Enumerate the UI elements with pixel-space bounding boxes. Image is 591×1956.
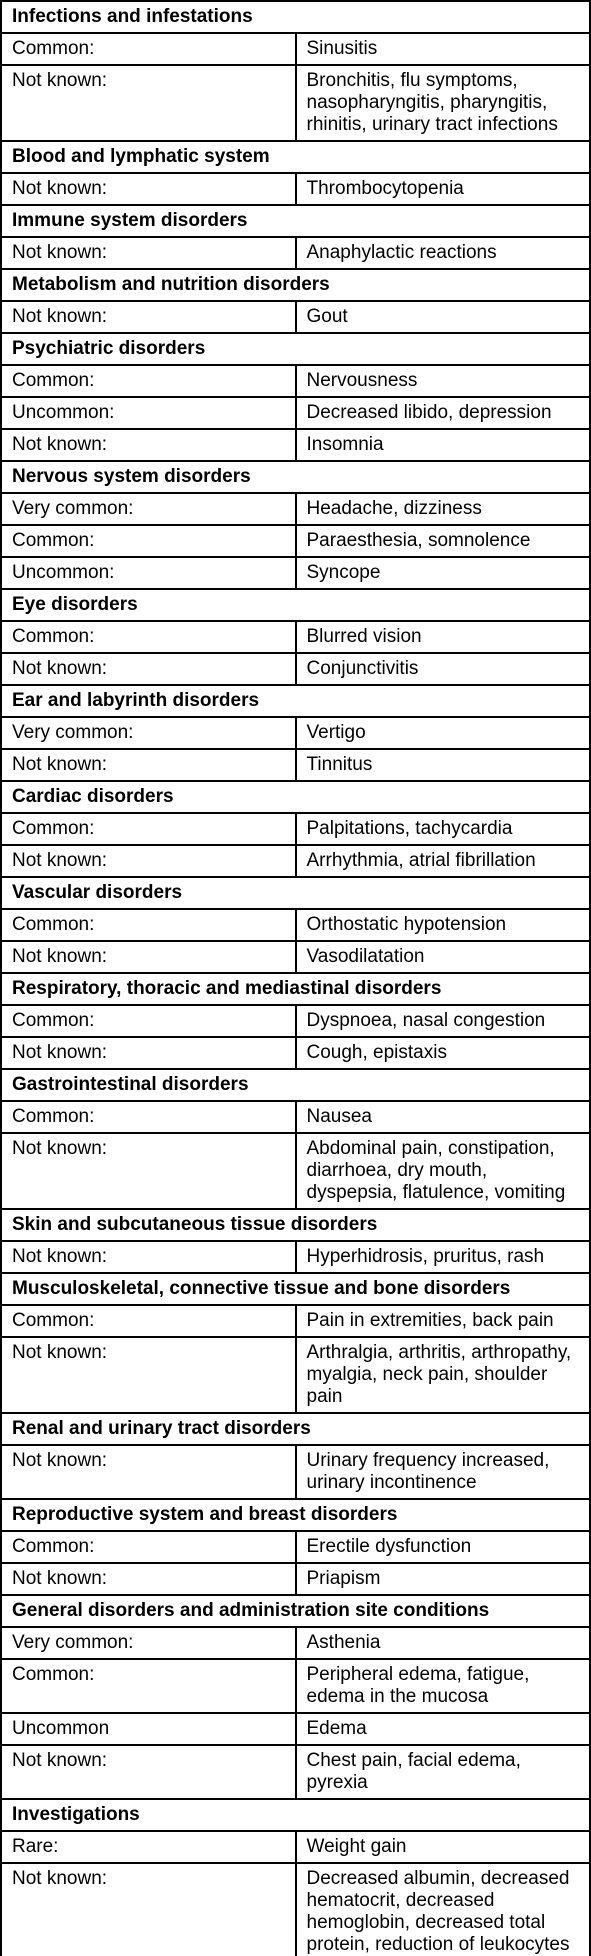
section-title: Musculoskeletal, connective tissue and bone disorders [1,1273,590,1305]
section-header-row [1,685,590,717]
effects-cell: Abdominal pain, constipation, diarrhoea, dry mouth, dyspepsia, flatulence, vomiting [296,1133,591,1209]
frequency-cell: Common: [1,621,296,653]
frequency-cell: Not known: [1,1337,296,1413]
section-title: Eye disorders [1,589,590,621]
table-row [1,1745,590,1799]
section-title: Nervous system disorders [1,461,590,493]
table-row [1,557,590,589]
section-title: Ear and labyrinth disorders [1,685,590,717]
section-header-row [1,205,590,237]
section-title: Reproductive system and breast disorders [1,1499,590,1531]
frequency-cell: Common: [1,909,296,941]
table-row [1,941,590,973]
frequency-cell: Common: [1,1531,296,1563]
frequency-cell: Common: [1,525,296,557]
effects-cell: Syncope [296,557,591,589]
table-row [1,1101,590,1133]
frequency-cell: Common: [1,1659,296,1713]
frequency-cell: Very common: [1,1627,296,1659]
section-title: Blood and lymphatic system [1,141,590,173]
frequency-cell: Not known: [1,1133,296,1209]
table-row [1,65,590,141]
section-title: General disorders and administration site conditions [1,1595,590,1627]
table-row [1,1863,590,1956]
section-header-row [1,1069,590,1101]
table-row [1,1831,590,1863]
table-row [1,365,590,397]
frequency-cell: Not known: [1,1037,296,1069]
table-row [1,1445,590,1499]
table-row [1,173,590,205]
section-title: Vascular disorders [1,877,590,909]
frequency-cell: Common: [1,1005,296,1037]
section-header-row [1,589,590,621]
frequency-cell: Not known: [1,941,296,973]
frequency-cell: Not known: [1,65,296,141]
section-header-row [1,1273,590,1305]
table-row [1,1005,590,1037]
table-row [1,621,590,653]
section-title: Psychiatric disorders [1,333,590,365]
frequency-cell: Not known: [1,653,296,685]
effects-cell: Nervousness [296,365,591,397]
section-header-row [1,141,590,173]
frequency-cell: Not known: [1,749,296,781]
table-row [1,1133,590,1209]
frequency-cell: Not known: [1,1445,296,1499]
effects-cell: Orthostatic hypotension [296,909,591,941]
effects-cell: Conjunctivitis [296,653,591,685]
frequency-cell: Common: [1,813,296,845]
effects-cell: Paraesthesia, somnolence [296,525,591,557]
frequency-cell: Uncommon: [1,397,296,429]
section-header-row [1,1595,590,1627]
frequency-cell: Not known: [1,301,296,333]
table-row [1,237,590,269]
frequency-cell: Common: [1,365,296,397]
table-row [1,1037,590,1069]
table-row [1,653,590,685]
effects-cell: Arthralgia, arthritis, arthropathy, myalgia, neck pain, shoulder pain [296,1337,591,1413]
section-title: Respiratory, thoracic and mediastinal disorders [1,973,590,1005]
table-row [1,813,590,845]
frequency-cell: Very common: [1,717,296,749]
frequency-cell: Common: [1,33,296,65]
frequency-cell: Not known: [1,1863,296,1956]
table-row [1,33,590,65]
table-row [1,845,590,877]
section-header-row [1,461,590,493]
effects-cell: Nausea [296,1101,591,1133]
effects-cell: Gout [296,301,591,333]
effects-cell: Decreased albumin, decreased hematocrit, decreased hemoglobin, decreased total protein, reduction of leukocytes [296,1863,591,1956]
effects-cell: Thrombocytopenia [296,173,591,205]
frequency-cell: Not known: [1,173,296,205]
effects-cell: Arrhythmia, atrial fibrillation [296,845,591,877]
section-header-row [1,333,590,365]
table-row [1,1531,590,1563]
effects-cell: Urinary frequency increased, urinary incontinence [296,1445,591,1499]
effects-cell: Hyperhidrosis, pruritus, rash [296,1241,591,1273]
section-title: Investigations [1,1799,590,1831]
frequency-cell: Not known: [1,1745,296,1799]
table-row [1,493,590,525]
section-header-row [1,781,590,813]
section-header-row [1,1,590,33]
section-header-row [1,973,590,1005]
frequency-cell: Not known: [1,1563,296,1595]
effects-cell: Vertigo [296,717,591,749]
section-header-row [1,1209,590,1241]
effects-cell: Cough, epistaxis [296,1037,591,1069]
frequency-cell: Not known: [1,845,296,877]
section-title: Skin and subcutaneous tissue disorders [1,1209,590,1241]
effects-cell: Asthenia [296,1627,591,1659]
frequency-cell: Rare: [1,1831,296,1863]
effects-cell: Decreased libido, depression [296,397,591,429]
section-header-row [1,877,590,909]
effects-cell: Peripheral edema, fatigue, edema in the mucosa [296,1659,591,1713]
table-row [1,1337,590,1413]
section-header-row [1,1413,590,1445]
table-row [1,1305,590,1337]
effects-cell: Pain in extremities, back pain [296,1305,591,1337]
frequency-cell: Not known: [1,1241,296,1273]
section-title: Gastrointestinal disorders [1,1069,590,1101]
frequency-cell: Uncommon [1,1713,296,1745]
table-row [1,717,590,749]
effects-cell: Sinusitis [296,33,591,65]
effects-cell: Bronchitis, flu symptoms, nasopharyngitis, pharyngitis, rhinitis, urinary tract infections [296,65,591,141]
frequency-cell: Not known: [1,237,296,269]
section-title: Immune system disorders [1,205,590,237]
effects-cell: Erectile dysfunction [296,1531,591,1563]
section-title: Metabolism and nutrition disorders [1,269,590,301]
section-title: Infections and infestations [1,1,590,33]
effects-cell: Weight gain [296,1831,591,1863]
table-row [1,397,590,429]
table-row [1,1627,590,1659]
table-row [1,1713,590,1745]
section-title: Cardiac disorders [1,781,590,813]
table-row [1,1563,590,1595]
effects-cell: Priapism [296,1563,591,1595]
table-row [1,749,590,781]
table-row [1,525,590,557]
effects-cell: Vasodilatation [296,941,591,973]
effects-cell: Blurred vision [296,621,591,653]
table-body [1,1,590,1956]
table-row [1,1659,590,1713]
table-row [1,909,590,941]
effects-cell: Anaphylactic reactions [296,237,591,269]
effects-cell: Tinnitus [296,749,591,781]
frequency-cell: Very common: [1,493,296,525]
section-header-row [1,1499,590,1531]
effects-cell: Headache, dizziness [296,493,591,525]
effects-cell: Dyspnoea, nasal congestion [296,1005,591,1037]
section-header-row [1,269,590,301]
frequency-cell: Common: [1,1101,296,1133]
effects-cell: Palpitations, tachycardia [296,813,591,845]
table-row [1,1241,590,1273]
section-header-row [1,1799,590,1831]
effects-cell: Insomnia [296,429,591,461]
table-row [1,429,590,461]
frequency-cell: Uncommon: [1,557,296,589]
effects-cell: Edema [296,1713,591,1745]
table-row [1,301,590,333]
effects-cell: Chest pain, facial edema, pyrexia [296,1745,591,1799]
section-title: Renal and urinary tract disorders [1,1413,590,1445]
frequency-cell: Not known: [1,429,296,461]
frequency-cell: Common: [1,1305,296,1337]
